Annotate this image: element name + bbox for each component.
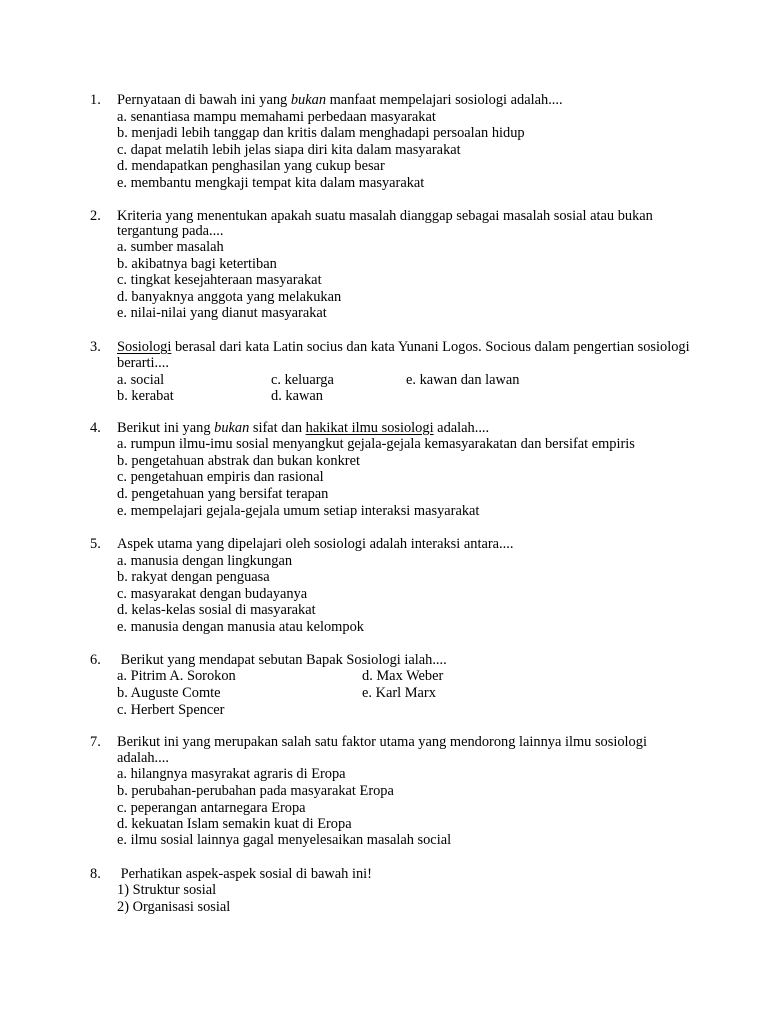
option-a: a. social: [117, 372, 165, 388]
option-c: c. keluarga: [271, 372, 334, 388]
question-stem: Berikut yang mendapat sebutan Bapak Sosiologi ialah....: [117, 652, 447, 668]
option-d: d. banyaknya anggota yang melakukan: [117, 289, 342, 305]
option-a: a. senantiasa mampu memahami perbedaan masyarakat: [117, 109, 436, 125]
option-d: d. Max Weber: [362, 668, 444, 684]
question-stem: Aspek utama yang dipelajari oleh sosiologi adalah interaksi antara....: [117, 536, 514, 552]
question-stem-line-1: Berikut ini yang merupakan salah satu faktor utama yang mendorong lainnya ilmu sosiologi: [117, 734, 647, 750]
question-number: 7.: [90, 734, 101, 750]
option-c: c. Herbert Spencer: [117, 702, 225, 718]
question-stem-line-1: Kriteria yang menentukan apakah suatu masalah dianggap sebagai masalah sosial atau bukan: [117, 208, 653, 224]
question-stem: Pernyataan di bawah ini yang bukan manfaat mempelajari sosiologi adalah....: [117, 92, 563, 108]
option-c: c. pengetahuan empiris dan rasional: [117, 469, 324, 485]
question-number: 3.: [90, 339, 101, 355]
question-stem-line-2: berarti....: [117, 355, 169, 371]
option-a: a. rumpun ilmu-imu sosial menyangkut gejala-gejala kemasyarakatan dan bersifat empiris: [117, 436, 635, 452]
option-e: e. mempelajari gejala-gejala umum setiap interaksi masyarakat: [117, 503, 480, 519]
option-d: d. kawan: [271, 388, 323, 404]
question-number: 2.: [90, 208, 101, 224]
question-number: 4.: [90, 420, 101, 436]
option-a: a. Pitrim A. Sorokon: [117, 668, 236, 684]
option-c: c. dapat melatih lebih jelas siapa diri kita dalam masyarakat: [117, 142, 461, 158]
option-a: a. sumber masalah: [117, 239, 224, 255]
option-b: b. kerabat: [117, 388, 174, 404]
list-item-2: 2) Organisasi sosial: [117, 899, 231, 915]
option-a: a. hilangnya masyrakat agraris di Eropa: [117, 766, 346, 782]
question-number: 6.: [90, 652, 101, 668]
option-b: b. Auguste Comte: [117, 685, 221, 701]
question-number: 5.: [90, 536, 101, 552]
question-number: 1.: [90, 92, 101, 108]
option-b: b. menjadi lebih tanggap dan kritis dalam menghadapi persoalan hidup: [117, 125, 525, 141]
option-d: d. mendapatkan penghasilan yang cukup besar: [117, 158, 385, 174]
option-e: e. kawan dan lawan: [406, 372, 520, 388]
option-e: e. manusia dengan manusia atau kelompok: [117, 619, 364, 635]
question-stem: Berikut ini yang bukan sifat dan hakikat ilmu sosiologi adalah....: [117, 420, 490, 436]
option-e: e. membantu mengkaji tempat kita dalam masyarakat: [117, 175, 425, 191]
option-a: a. manusia dengan lingkungan: [117, 553, 293, 569]
question-stem: Perhatikan aspek-aspek sosial di bawah ini!: [117, 866, 372, 882]
option-d: d. kelas-kelas sosial di masyarakat: [117, 602, 316, 618]
question-number: 8.: [90, 866, 101, 882]
option-c: c. peperangan antarnegara Eropa: [117, 800, 306, 816]
question-stem-line-2: adalah....: [117, 750, 169, 766]
option-b: b. pengetahuan abstrak dan bukan konkret: [117, 453, 360, 469]
option-e: e. nilai-nilai yang dianut masyarakat: [117, 305, 327, 321]
option-e: e. ilmu sosial lainnya gagal menyelesaikan masalah social: [117, 832, 452, 848]
option-d: d. pengetahuan yang bersifat terapan: [117, 486, 329, 502]
option-b: b. akibatnya bagi ketertiban: [117, 256, 277, 272]
question-stem-line-2: tergantung pada....: [117, 223, 224, 239]
option-c: c. tingkat kesejahteraan masyarakat: [117, 272, 322, 288]
option-b: b. rakyat dengan penguasa: [117, 569, 270, 585]
option-e: e. Karl Marx: [362, 685, 436, 701]
list-item-1: 1) Struktur sosial: [117, 882, 217, 898]
option-d: d. kekuatan Islam semakin kuat di Eropa: [117, 816, 352, 832]
option-c: c. masyarakat dengan budayanya: [117, 586, 308, 602]
option-b: b. perubahan-perubahan pada masyarakat Eropa: [117, 783, 394, 799]
question-stem-line-1: Sosiologi berasal dari kata Latin socius dan kata Yunani Logos. Socious dalam pengertian sosiologi: [117, 339, 690, 355]
